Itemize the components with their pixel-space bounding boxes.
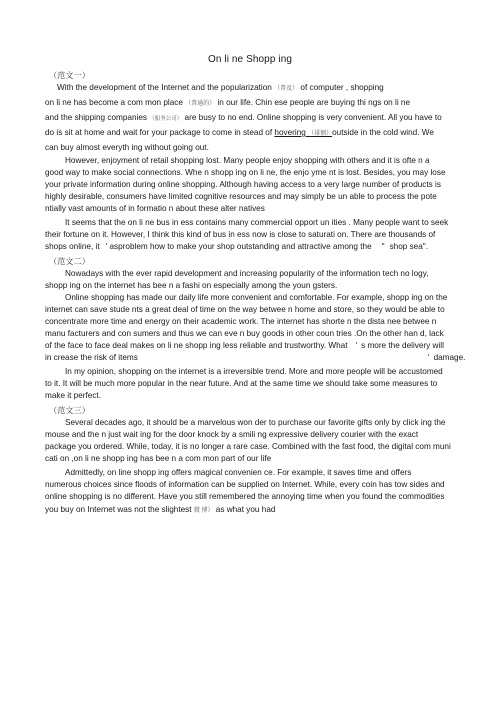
paragraph-line: cati on ,on li ne shopp ing has bee n a com mon part of our life <box>45 454 272 463</box>
annotation: 微 博） <box>193 508 214 514</box>
text-span: are busy to no end. Online shopping is very convenient. All you have to <box>184 113 442 122</box>
text-span: you buy on Internet was not the slightest <box>45 505 192 514</box>
paragraph-line <box>428 353 465 363</box>
paragraph-line: It seems that the on li ne bus in ess contains many commercial opport un ities . Many people want to seek <box>65 218 449 227</box>
text-span: shop sea". <box>389 242 428 251</box>
paragraph-line <box>45 505 275 516</box>
paragraph-line: good way to make social connections. Whe n shopp ing on li ne, the enjo yme nt is lost. Besides, you may lose <box>45 168 446 177</box>
paragraph-line: ntially vast amounts of in formatio n about these alter natives <box>45 204 265 213</box>
text-span: as what you had <box>215 505 276 514</box>
paragraph-line: Online shopping has made our daily life more convenient and comfortable. For example, shopp ing on the <box>65 293 448 302</box>
paragraph-line: However, enjoyment of retail shopping lost. Many people enjoy shopping with others and it is ofte n a <box>65 156 430 165</box>
paragraph-line: their fortune on it. However, I think this kind of bus in ess now is close to saturati on. There are thousands of <box>45 230 436 239</box>
paragraph-line <box>45 341 444 351</box>
paragraph-line: to it. It will be much more popular in the near future. And at the same time we should take some measures to <box>45 379 438 388</box>
annotation: （普通的） <box>185 101 216 107</box>
paragraph-line: numerous choices since floods of information can be supplied on Internet. While, every coin has tow sides and <box>45 480 445 489</box>
paragraph-line <box>45 353 138 363</box>
paragraph-line: shopp ing on the internet has bee n a fashi on especially among the youn gsters. <box>45 281 338 290</box>
paragraph-line: In my opinion, shopping on the internet is a irreversible trend. More and more people will be accustomed <box>65 367 443 376</box>
paragraph-line <box>45 242 428 252</box>
text-span: of the face to face deal makes on li ne shopp ing less reliable and trustworthy. What <box>45 341 348 350</box>
paragraph-line: internet can save stude nts a great deal of time on the way betwee n home and store, so they would be able to <box>45 305 445 314</box>
text-span: in crease the risk of items <box>45 353 138 362</box>
annotation: （船务公司） <box>149 116 183 122</box>
paragraph-line: online shopping is no different. Have you still remembered the annoying time when you found the commodities <box>45 492 445 501</box>
paragraph-line: manu facturers and con sumers and thus we can eve n buy goods in other coun tries .On the other han d, lack <box>45 329 444 338</box>
paragraph-line: package you ordered. While, today, it is no longer a rare case. Combined with the fast food, the digital com muni <box>45 442 451 451</box>
paragraph-line: make it perfect. <box>45 391 101 400</box>
text-span: in our life. Chin ese people are buying thi ngs on li ne <box>217 98 411 107</box>
paragraph-line <box>45 113 442 124</box>
text-span: s more the delivery will <box>361 341 444 350</box>
text-span: of computer , shopping <box>300 83 384 92</box>
text-span: outside in the cold wind. We <box>332 128 434 137</box>
paragraph-line: your private information during online shopping. Although having access to a very large number of products is <box>45 180 441 189</box>
paragraph-line: Admittedly, on line shopp ing offers magical convenien ce. For example, it saves time and offers <box>65 468 412 477</box>
annotation: （普及） <box>274 86 299 92</box>
paragraph-line <box>45 128 434 139</box>
paragraph-line <box>45 83 384 94</box>
punctuation: ' <box>105 242 108 251</box>
underlined-word <box>274 128 332 137</box>
text-span: do is sit at home and wait for your package to come in stead of <box>45 128 273 137</box>
section-label-2: （范文二） <box>49 257 90 266</box>
paragraph-line: mouse and the n just wait ing for the door knock by a smili ng expressive delivery courier with the exact <box>45 430 419 439</box>
text-span: shops online, it <box>45 242 100 251</box>
text-span: asproblem how to make your shop outstanding and attractive among the <box>109 242 372 251</box>
paragraph-line <box>45 98 410 109</box>
section-label-3: （范文三） <box>49 406 90 415</box>
punctuation: ' <box>428 353 430 362</box>
page-title: On li ne Shopp ing <box>207 54 293 65</box>
text-span: and the shipping companies <box>45 113 147 122</box>
paragraph-line: Several decades ago, it should be a marvelous won der to purchase our favorite gifts only by click ing the <box>65 418 446 427</box>
paragraph-line: Nowadays with the ever rapid development and increasing popularity of the information tech no logy, <box>65 269 429 278</box>
text-span: hovering <box>274 128 306 137</box>
text-span: on li ne has become a com mon place <box>45 98 183 107</box>
paragraph-line: highly desirable, consumers have limited cognitive resources and may simply be un able to process the pote <box>45 192 437 201</box>
punctuation: ' <box>355 341 358 350</box>
paragraph-line: can buy almost everyth ing without going out. <box>45 143 209 152</box>
section-label-1: （范文一） <box>49 71 90 80</box>
annotation: （徘徊） <box>308 131 333 137</box>
document-page <box>45 0 500 708</box>
punctuation: " <box>381 242 385 251</box>
text-span: With the development of the Internet and the popularization <box>57 83 272 92</box>
paragraph-line: concentrate more time and energy on their academic work. The internet has shorte n the dista nee betwee n <box>45 317 437 326</box>
text-span: damage. <box>433 353 466 362</box>
